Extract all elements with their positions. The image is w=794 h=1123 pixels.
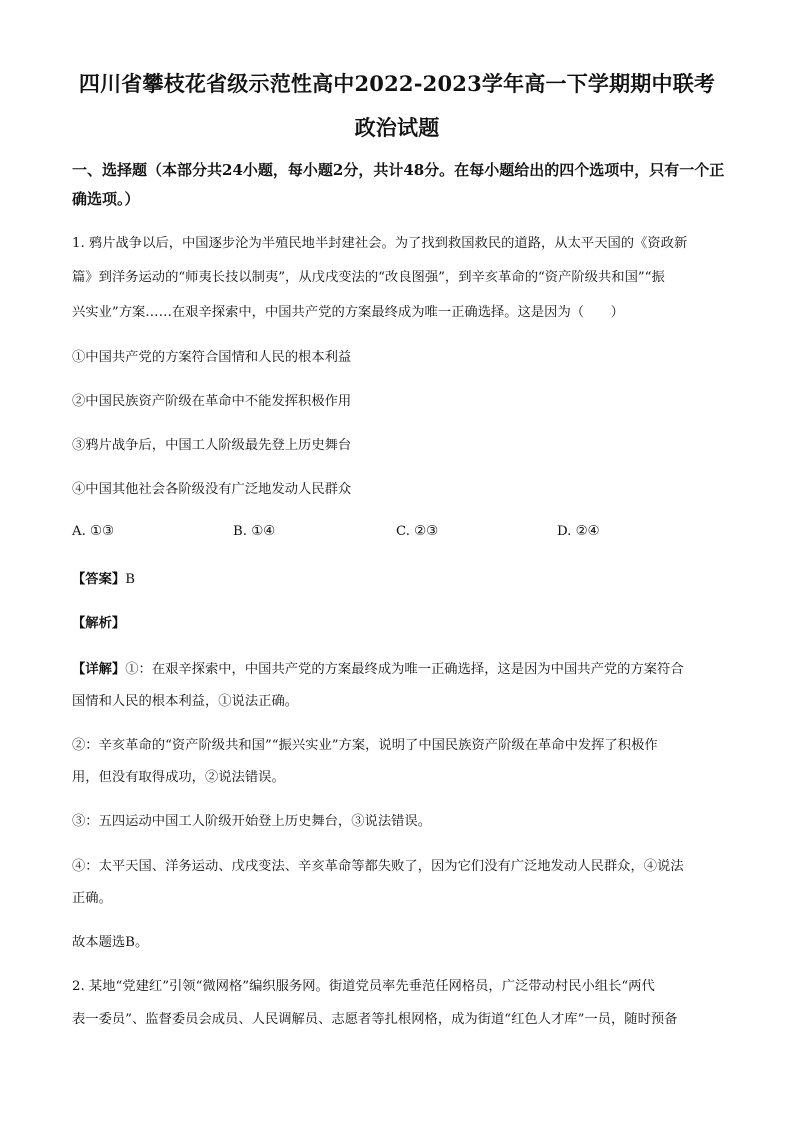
q1-stem-line-1: 1. 鸦片战争以后，中国逐步沦为半殖民地半封建社会。为了找到救国救民的道路，从太平天国的《资政新 (72, 236, 688, 251)
q1-option-a: A. ①③ (72, 524, 114, 539)
q1-statement-3: ③鸦片战争后，中国工人阶级最先登上历史舞台 (72, 438, 352, 453)
q1-detail-line-4: 用，但没有取得成功，②说法错误。 (72, 770, 285, 785)
q1-statement-1: ①中国共产党的方案符合国情和人民的根本利益 (72, 350, 352, 365)
document-subtitle: 政治试题 (354, 115, 440, 140)
document-title: 四川省攀枝花省级示范性高中2022-2023学年高一下学期期中联考 (78, 71, 716, 96)
q1-option-d: D. ②④ (557, 524, 600, 539)
q1-analysis-label: 【解析】 (72, 616, 126, 631)
q1-detail-line-2: 国情和人民的根本利益，①说法正确。 (72, 694, 299, 709)
q1-answer (72, 568, 732, 587)
answer-label: 【答案】 (72, 572, 126, 587)
q1-detail-line-5: ③：五四运动中国工人阶级开始登上历史舞台，③说法错误。 (72, 814, 432, 829)
q1-statement-2: ②中国民族资产阶级在革命中不能发挥积极作用 (72, 394, 352, 409)
answer-value: B (125, 572, 135, 587)
q1-stem-line-2: 篇》到洋务运动的“师夷长技以制夷”，从戊戌变法的“改良图强”，到辛亥革命的“资产阶级共和国”“振 (72, 270, 665, 285)
q1-detail-line-3: ②：辛亥革命的“资产阶级共和国”“振兴实业”方案，说明了中国民族资产阶级在革命中发挥了积极作 (72, 738, 658, 753)
q1-detail-line-7: 正确。 (72, 891, 112, 906)
q1-detail-line-6: ④：太平天国、洋务运动、戊戌变法、辛亥革命等都失败了，因为它们没有广泛地发动人民群众，④说法 (72, 859, 684, 874)
q1-option-b: B. ①④ (233, 524, 276, 539)
q1-stem-line-3: 兴实业”方案……在艰辛探索中，中国共产党的方案最终成为唯一正确选择。这是因为（ ） (72, 305, 624, 320)
q1-statement-4: ④中国其他社会各阶级没有广泛地发动人民群众 (72, 482, 352, 497)
detail-label: 【详解】 (72, 662, 126, 677)
q1-detail-line-8: 故本题选B。 (72, 935, 149, 950)
q1-option-c: C. ②③ (396, 524, 438, 539)
detail-text-1: ①：在艰辛探索中，中国共产党的方案最终成为唯一正确选择，这是因为中国共产党的方案符合 (125, 662, 684, 677)
q2-stem-line-1: 2. 某地“党建红”引领“微网格”编织服务网。街道党员率先垂范任网格员，广泛带动村民小组长“两代 (72, 979, 655, 994)
q1-detail-line-1 (72, 658, 732, 677)
q2-stem-line-2: 表一委员”、监督委员会成员、人民调解员、志愿者等扎根网格，成为街道“红色人才库”一员，随时预备 (72, 1012, 678, 1027)
section-header: 一、选择题（本部分共24小题，每小题2分，共计48分。在每小题给出的四个选项中，只有一个正确选项。） (72, 161, 725, 208)
